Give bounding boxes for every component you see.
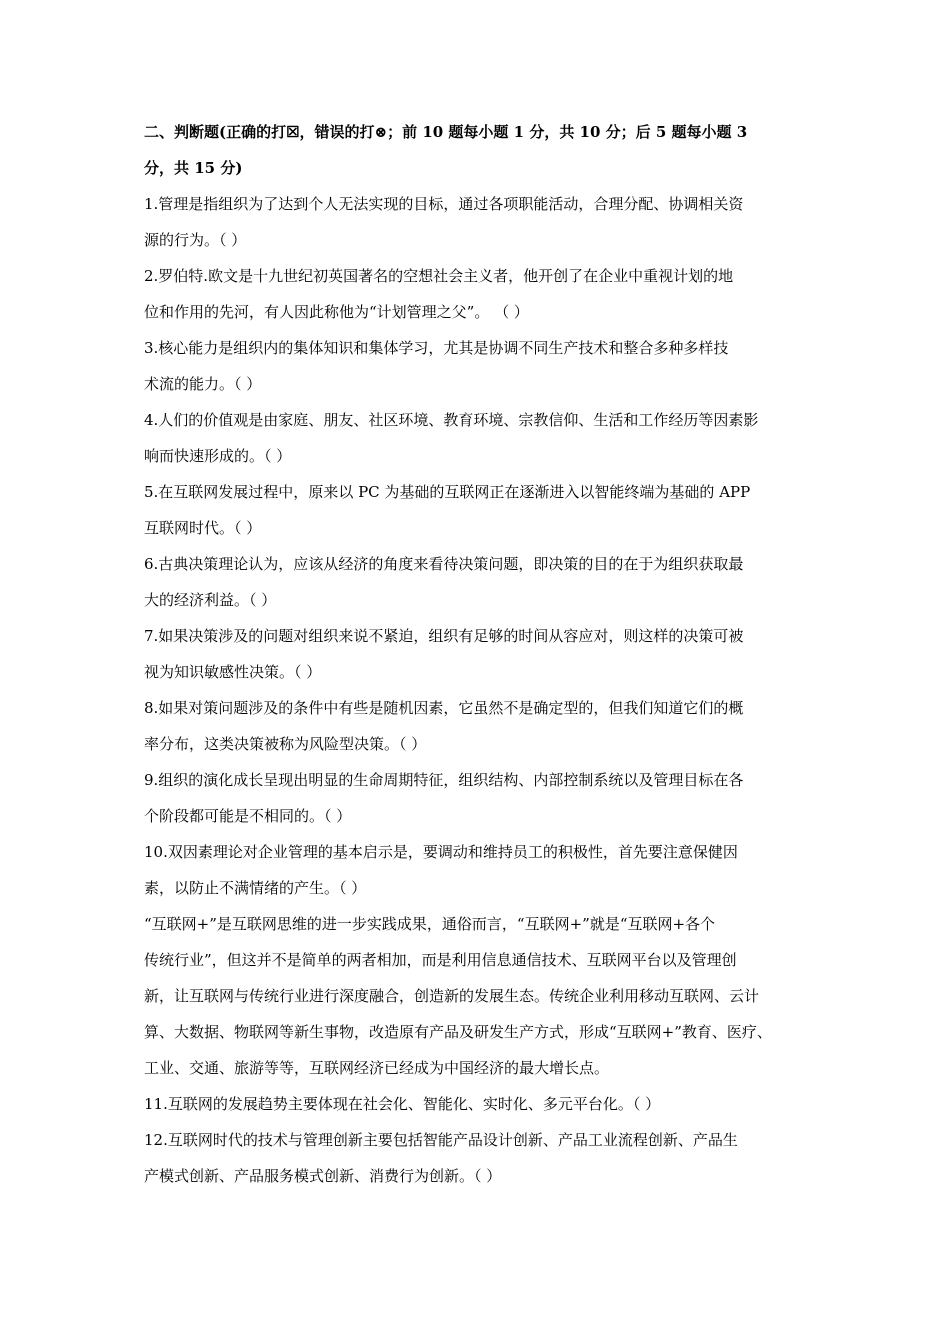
question-3: [144, 330, 824, 402]
question-text-line: 产模式创新、产品服务模式创新、消费行为创新。（ ）: [144, 1167, 502, 1185]
question-9: [144, 762, 824, 834]
question-text-line: 率分布，这类决策被称为风险型决策。（ ）: [144, 735, 427, 753]
question-text-line: 术流的能力。（ ）: [144, 375, 262, 393]
passage-line: 新，让互联网与传统行业进行深度融合，创造新的发展生态。传统企业利用移动互联网、云计: [144, 987, 760, 1005]
question-text-line: 大的经济利益。（ ）: [144, 591, 277, 609]
passage-line: 工业、交通、旅游等等，互联网经济已经成为中国经济的最大增长点。: [144, 1059, 610, 1077]
passage-line: 传统行业”，但这并不是简单的两者相加，而是利用信息通信技术、互联网平台以及管理创: [144, 951, 737, 969]
question-text-line: 互联网时代。（ ）: [144, 519, 262, 537]
question-text-line: 素，以防止不满情绪的产生。（ ）: [144, 879, 367, 897]
question-text-line: 7.如果决策涉及的问题对组织来说不紧迫，组织有足够的时间从容应对，则这样的决策可被: [144, 627, 744, 645]
question-text-line: 源的行为。（ ）: [144, 231, 247, 249]
section-heading: [144, 114, 824, 186]
question-text-line: 10.双因素理论对企业管理的基本启示是，要调动和维持员工的积极性，首先要注意保健因: [144, 843, 738, 861]
question-text-line: 响而快速形成的。（ ）: [144, 447, 292, 465]
question-7: [144, 618, 824, 690]
question-text-line: 8.如果对策问题涉及的条件中有些是随机因素，它虽然不是确定型的，但我们知道它们的概: [144, 699, 744, 717]
internet-plus-passage: [144, 906, 824, 1086]
heading-line: 分，共 15 分): [144, 159, 243, 177]
question-text-line: 9.组织的演化成长呈现出明显的生命周期特征，组织结构、内部控制系统以及管理目标在各: [144, 771, 744, 789]
question-4: [144, 402, 824, 474]
passage-line: “互联网+”是互联网思维的进一步实践成果，通俗而言，“互联网+”就是“互联网+各个: [144, 915, 716, 933]
question-11: [144, 1086, 824, 1122]
question-1: [144, 186, 824, 258]
question-text-line: 3.核心能力是组织内的集体知识和集体学习，尤其是协调不同生产技术和整合多种多样技: [144, 339, 729, 357]
question-12: [144, 1122, 824, 1194]
question-2: [144, 258, 824, 330]
question-text-line: 视为知识敏感性决策。（ ）: [144, 663, 322, 681]
question-text-line: 11.互联网的发展趋势主要体现在社会化、智能化、实时化、多元平台化。（ ）: [144, 1095, 661, 1113]
passage-line: 算、大数据、物联网等新生事物，改造原有产品及研发生产方式，形成“互联网+”教育、医疗、: [144, 1023, 772, 1041]
heading-line: 二、判断题(正确的打☒，错误的打⊗；前 10 题每小题 1 分，共 10 分；后 5 题每小题 3: [144, 123, 748, 141]
question-text-line: 4.人们的价值观是由家庭、朋友、社区环境、教育环境、宗教信仰、生活和工作经历等因素影: [144, 411, 759, 429]
document-content: [144, 114, 824, 1194]
question-8: [144, 690, 824, 762]
question-text-line: 6.古典决策理论认为，应该从经济的角度来看待决策问题，即决策的目的在于为组织获取最: [144, 555, 744, 573]
question-text-line: 个阶段都可能是不相同的。（ ）: [144, 807, 352, 825]
question-5: [144, 474, 824, 546]
question-text-line: 5.在互联网发展过程中，原来以 PC 为基础的互联网正在逐渐进入以智能终端为基础的 APP: [144, 483, 751, 501]
question-6: [144, 546, 824, 618]
question-text-line: 2.罗伯特.欧文是十九世纪初英国著名的空想社会主义者，他开创了在企业中重视计划的地: [144, 267, 734, 285]
question-10: [144, 834, 824, 906]
question-text-line: 位和作用的先河，有人因此称他为“计划管理之父”。 （ ）: [144, 303, 529, 321]
question-text-line: 1.管理是指组织为了达到个人无法实现的目标，通过各项职能活动，合理分配、协调相关资: [144, 195, 744, 213]
question-text-line: 12.互联网时代的技术与管理创新主要包括智能产品设计创新、产品工业流程创新、产品生: [144, 1131, 738, 1149]
